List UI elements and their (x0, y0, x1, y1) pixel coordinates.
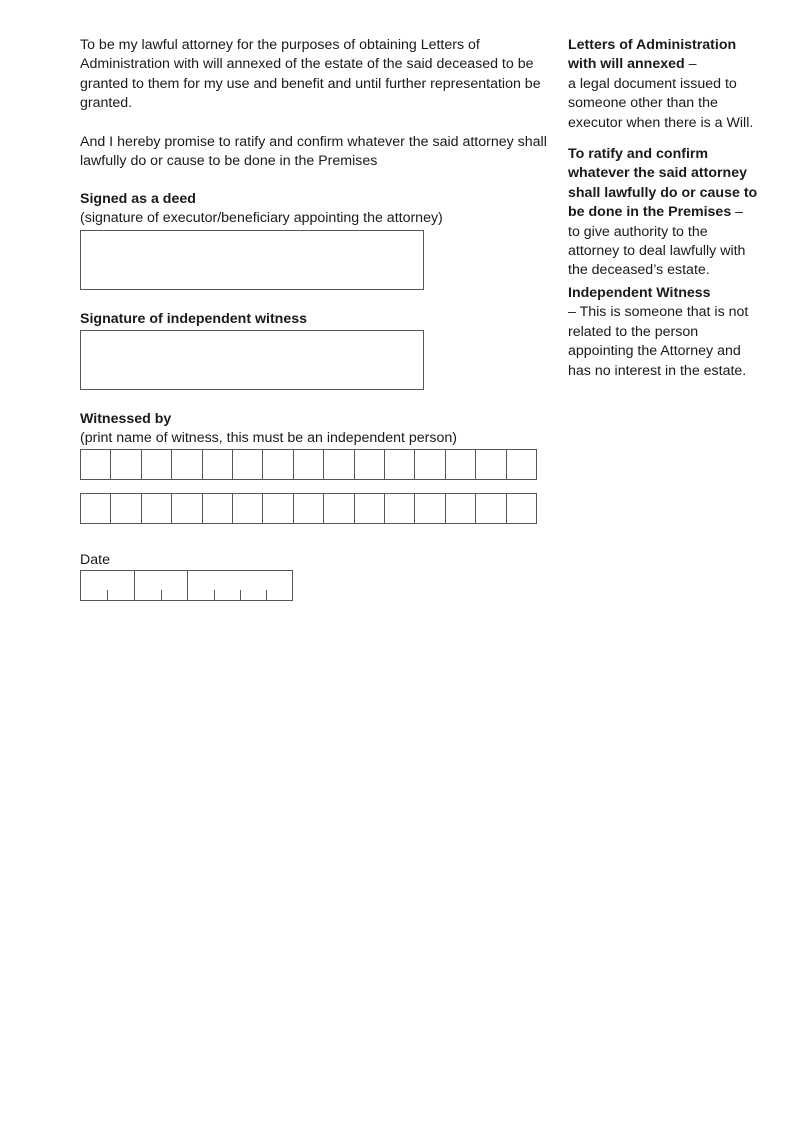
char-cell[interactable] (203, 494, 233, 523)
date-day-segment[interactable] (81, 571, 135, 600)
char-cell[interactable] (203, 450, 233, 479)
char-cell[interactable] (446, 494, 476, 523)
char-cell[interactable] (385, 494, 415, 523)
glossary-entry (568, 145, 758, 281)
witness-signature-box[interactable] (80, 330, 424, 390)
glossary-sidebar (568, 36, 758, 393)
date-year-segment[interactable] (188, 571, 292, 600)
char-cell[interactable] (476, 494, 506, 523)
char-cell[interactable] (415, 494, 445, 523)
witness-name-row-2[interactable] (80, 493, 537, 524)
char-cell[interactable] (142, 450, 172, 479)
char-cell[interactable] (415, 450, 445, 479)
witness-signature-heading: Signature of independent witness (80, 311, 308, 327)
char-cell[interactable] (507, 450, 536, 479)
digit-divider (240, 590, 241, 600)
glossary-independent-witness (568, 284, 758, 381)
char-cell[interactable] (294, 450, 324, 479)
char-cell[interactable] (81, 450, 111, 479)
witnessed-by-heading: Witnessed by (80, 411, 172, 427)
char-cell[interactable] (507, 494, 536, 523)
date-field[interactable] (80, 570, 293, 601)
executor-signature-box[interactable] (80, 230, 424, 290)
char-cell[interactable] (263, 450, 293, 479)
witness-name-row-1[interactable] (80, 449, 537, 480)
char-cell[interactable] (111, 494, 141, 523)
char-cell[interactable] (294, 494, 324, 523)
glossary-term: To ratify and confirm whatever the said attorney shall lawfully do or cause to be done in the Premises (568, 146, 758, 221)
char-cell[interactable] (172, 494, 202, 523)
char-cell[interactable] (233, 450, 263, 479)
date-label: Date (80, 552, 110, 568)
digit-divider (266, 590, 267, 600)
glossary-term-line (568, 36, 758, 75)
digit-divider (161, 590, 162, 600)
digit-divider (214, 590, 215, 600)
ratify-paragraph: And I hereby promise to ratify and confirm whatever the said attorney shall lawfully do or cause to be done in the Premises (80, 133, 547, 170)
glossary-ratify-and-confirm (568, 145, 758, 281)
char-cell[interactable] (81, 494, 111, 523)
char-cell[interactable] (324, 494, 354, 523)
char-cell[interactable] (111, 450, 141, 479)
glossary-definition: – to give authority to the attorney to deal lawfully with the deceased’s estate. (568, 204, 746, 279)
char-cell[interactable] (355, 494, 385, 523)
char-cell[interactable] (385, 450, 415, 479)
glossary-term-line (568, 284, 758, 303)
digit-divider (107, 590, 108, 600)
char-cell[interactable] (233, 494, 263, 523)
glossary-letters-of-administration (568, 36, 758, 133)
char-cell[interactable] (172, 450, 202, 479)
char-cell[interactable] (263, 494, 293, 523)
char-cell[interactable] (142, 494, 172, 523)
char-cell[interactable] (476, 450, 506, 479)
glossary-term: Independent Witness (568, 284, 711, 301)
glossary-dash: – (684, 56, 697, 73)
char-cell[interactable] (355, 450, 385, 479)
glossary-definition: – This is someone that is not related to the person appointing the Attorney and has no interest in the estate. (568, 304, 749, 379)
date-month-segment[interactable] (135, 571, 188, 600)
signed-as-deed-subtext: (signature of executor/beneficiary appointing the attorney) (80, 210, 443, 226)
glossary-definition: a legal document issued to someone other than the executor when there is a Will. (568, 75, 754, 131)
glossary-term: Letters of Administration with will annexed (568, 37, 737, 73)
appointment-paragraph: To be my lawful attorney for the purposes of obtaining Letters of Administration with will annexed of the estate of the said deceased to be granted to them for my use and benefit and until further representation be granted. (80, 37, 541, 112)
char-cell[interactable] (324, 450, 354, 479)
signed-as-deed-heading: Signed as a deed (80, 191, 196, 207)
main-content (80, 36, 555, 171)
witnessed-by-subtext: (print name of witness, this must be an independent person) (80, 430, 457, 446)
char-cell[interactable] (446, 450, 476, 479)
